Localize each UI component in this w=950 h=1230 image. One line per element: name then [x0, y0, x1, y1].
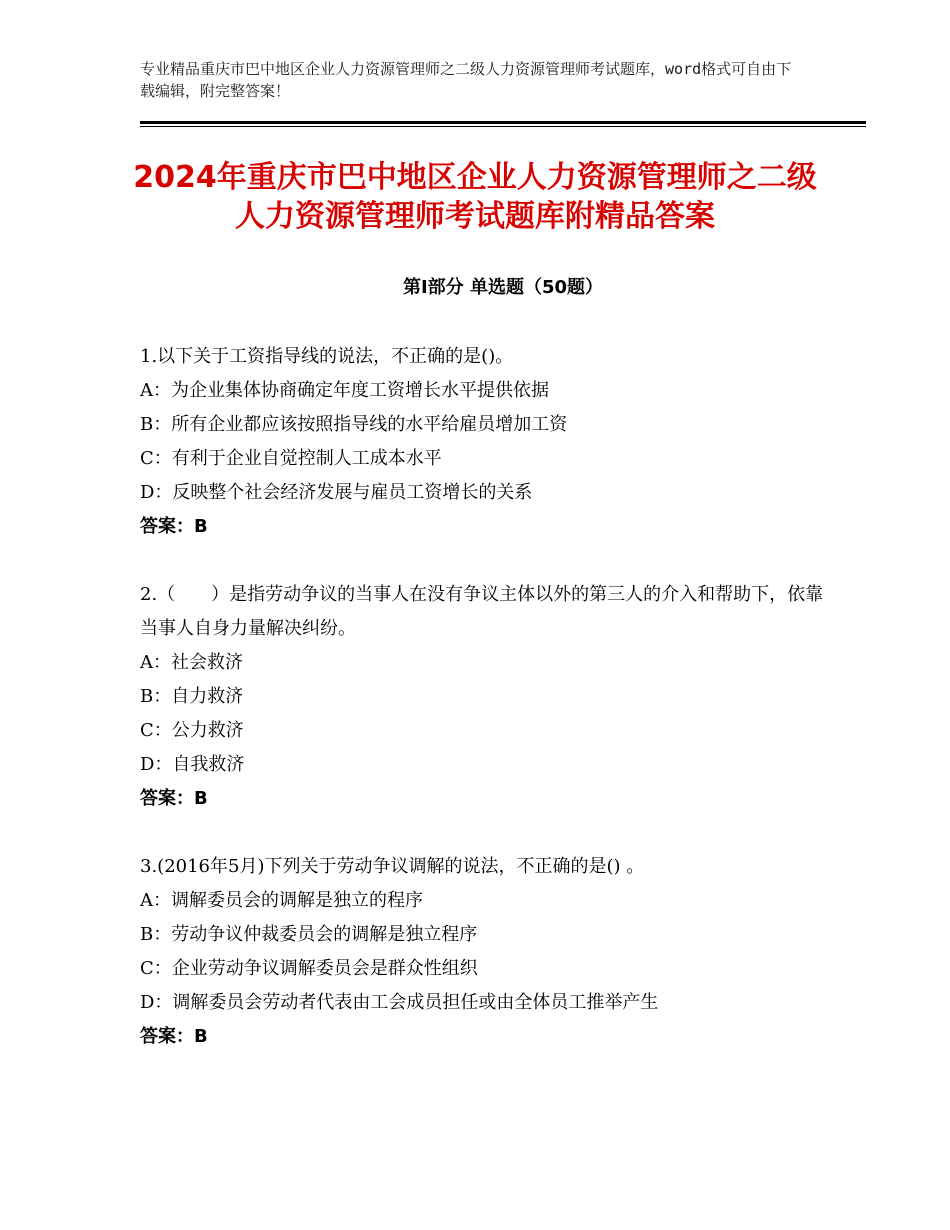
option-c: C：公力救济	[140, 720, 244, 741]
answer: 答案：B	[140, 1026, 208, 1047]
option-d: D：调解委员会劳动者代表由工会成员担任或由全体员工推举产生	[140, 992, 659, 1013]
option-b: B：自力救济	[140, 686, 244, 707]
answer: 答案：B	[140, 516, 208, 537]
header-divider-thin	[140, 126, 866, 127]
option-a: A：调解委员会的调解是独立的程序	[140, 890, 423, 911]
option-b: B：劳动争议仲裁委员会的调解是独立程序	[140, 924, 478, 945]
header-note: 专业精品重庆市巴中地区企业人力资源管理师之二级人力资源管理师考试题库，word格式可自由下载编辑，附完整答案！	[140, 60, 792, 100]
option-c: C：企业劳动争议调解委员会是群众性组织	[140, 958, 478, 979]
question-stem: 2.（ ）是指劳动争议的当事人在没有争议主体以外的第三人的介入和帮助下，依靠当事人自身力量解决纠纷。	[140, 584, 824, 639]
section-title: 第Ⅰ部分 单选题（50题）	[402, 277, 603, 298]
question-stem: 1.以下关于工资指导线的说法，不正确的是()。	[140, 346, 514, 367]
question-2	[140, 578, 840, 816]
option-d: D：反映整个社会经济发展与雇员工资增长的关系	[140, 482, 533, 503]
option-b: B：所有企业都应该按照指导线的水平给雇员增加工资	[140, 414, 568, 435]
question-stem: 3.(2016年5月)下列关于劳动争议调解的说法，不正确的是() 。	[140, 856, 645, 877]
option-a: A：为企业集体协商确定年度工资增长水平提供依据	[140, 380, 549, 401]
answer: 答案：B	[140, 788, 208, 809]
option-d: D：自我救济	[140, 754, 245, 775]
option-a: A：社会救济	[140, 652, 243, 673]
header-divider-thick	[140, 121, 866, 124]
question-3	[140, 850, 840, 1054]
document-title: 2024年重庆市巴中地区企业人力资源管理师之二级人力资源管理师考试题库附精品答案	[133, 160, 817, 234]
question-1	[140, 340, 840, 544]
question-list	[140, 340, 840, 1088]
option-c: C：有利于企业自觉控制人工成本水平	[140, 448, 442, 469]
